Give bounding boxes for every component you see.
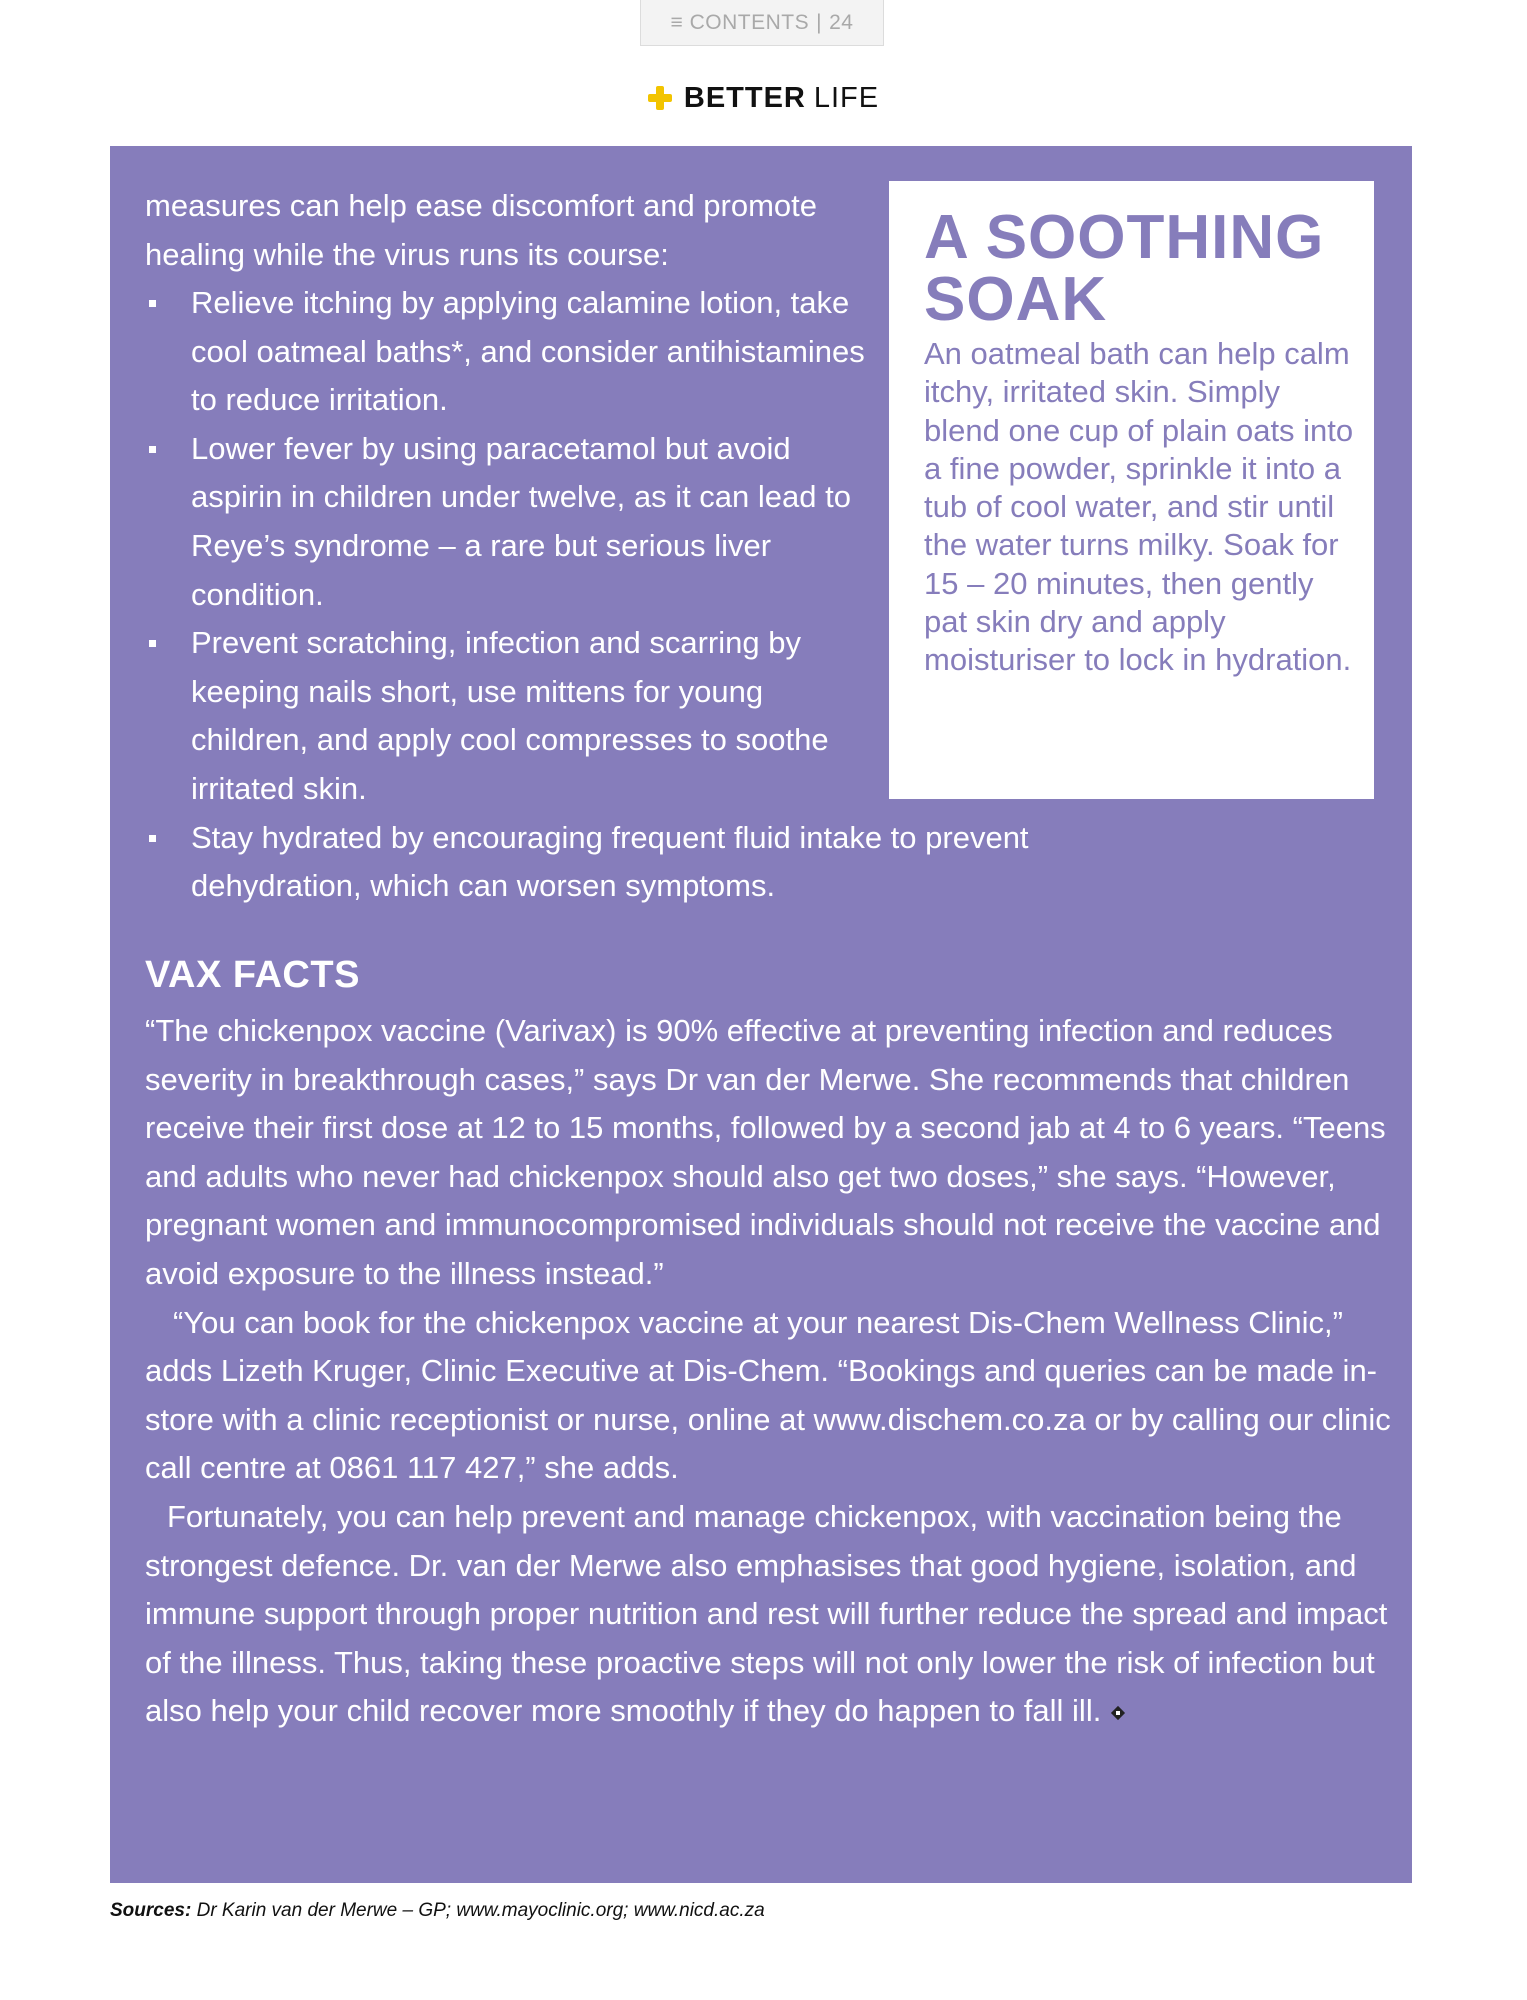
section-title-light: LIFE	[813, 81, 880, 114]
sources-credit	[110, 1900, 765, 1922]
list-item-text: Relieve itching by applying calamine lotion, take cool oatmeal baths*, and consider antihistamines to reduce irritation.	[191, 285, 865, 418]
end-of-article-icon	[1111, 1706, 1125, 1720]
contents-label: ≡ CONTENTS	[670, 10, 810, 34]
list-item	[145, 425, 865, 619]
paragraph-text: Fortunately, you can help prevent and manage chickenpox, with vaccination being the strongest defence. Dr. van der Merwe also emphasises that good hygiene, isolation, and immune support through proper nutrition and rest will further reduce the spread and impact of the illness. Thus, taking these proactive steps will not only lower the risk of infection but also help your child recover more smoothly if they do happen to fall ill.	[145, 1498, 1388, 1729]
list-item	[145, 619, 865, 813]
bullet-icon	[149, 640, 156, 647]
paragraph: “The chickenpox vaccine (Varivax) is 90% effective at preventing infection and reduces severity in breakthrough cases,” says Dr van der Merwe. She recommends that children receive their first dose at 12 to 15 months, followed by a second jab at 4 to 6 years. “Teens and adults who never had chickenpox should also get two doses,” she says. “However, pregnant women and immunocompromised individuals should not receive the vaccine and avoid exposure to the illness instead.”	[145, 1013, 1386, 1291]
section-header	[0, 80, 1527, 116]
sidebar-box	[889, 181, 1374, 799]
divider: |	[816, 10, 823, 34]
list-item	[145, 814, 1191, 911]
intro-text: measures can help ease discomfort and promote healing while the virus runs its course:	[145, 188, 818, 272]
bullet-icon	[149, 300, 156, 307]
sidebar-title: A SOOTHING SOAK	[924, 203, 1325, 334]
article-panel	[110, 146, 1412, 1883]
vax-facts-body	[145, 1007, 1405, 1736]
list-item	[145, 279, 865, 425]
list-item-text: Prevent scratching, infection and scarring by keeping nails short, use mittens for young children, and apply cool compresses to soothe irritated skin.	[191, 625, 829, 806]
bullet-icon	[149, 835, 156, 842]
list-item-text: Stay hydrated by encouraging frequent fluid intake to prevent dehydration, which can worsen symptoms.	[191, 819, 1029, 904]
section-title-bold: BETTER	[683, 81, 806, 114]
bullet-icon	[149, 446, 156, 453]
paragraph-text: “You can book for the chickenpox vaccine at your nearest Dis-Chem Wellness Clinic,” adds Lizeth Kruger, Clinic Executive at Dis-Chem. “Bookings and queries can be made in-store with a clinic receptionist or nurse, online at www.dischem.co.za or by calling our clinic call centre at 0861 117 427,” she adds.	[145, 1304, 1391, 1486]
list-item-text: Lower fever by using paracetamol but avoid aspirin in children under twelve, as it can lead to Reye’s syndrome – a rare but serious liver condition.	[191, 430, 851, 612]
paragraph	[145, 1299, 1405, 1493]
vax-facts-heading: VAX FACTS	[145, 954, 360, 996]
sidebar-body: An oatmeal bath can help calm itchy, irritated skin. Simply blend one cup of plain oats into a fine powder, sprinkle it into a tub of cool water, and stir until the water turns milky. Soak for 15 – 20 minutes, then gently pat skin dry and apply moisturiser to lock in hydration.	[924, 336, 1354, 678]
paragraph	[145, 1493, 1405, 1736]
page-number: 24	[829, 10, 854, 34]
contents-button[interactable]	[640, 0, 884, 46]
sources-text: Dr Karin van der Merwe – GP; www.mayoclinic.org; www.nicd.ac.za	[196, 1900, 765, 1921]
sources-label: Sources:	[110, 1900, 192, 1921]
plus-icon	[648, 86, 672, 110]
